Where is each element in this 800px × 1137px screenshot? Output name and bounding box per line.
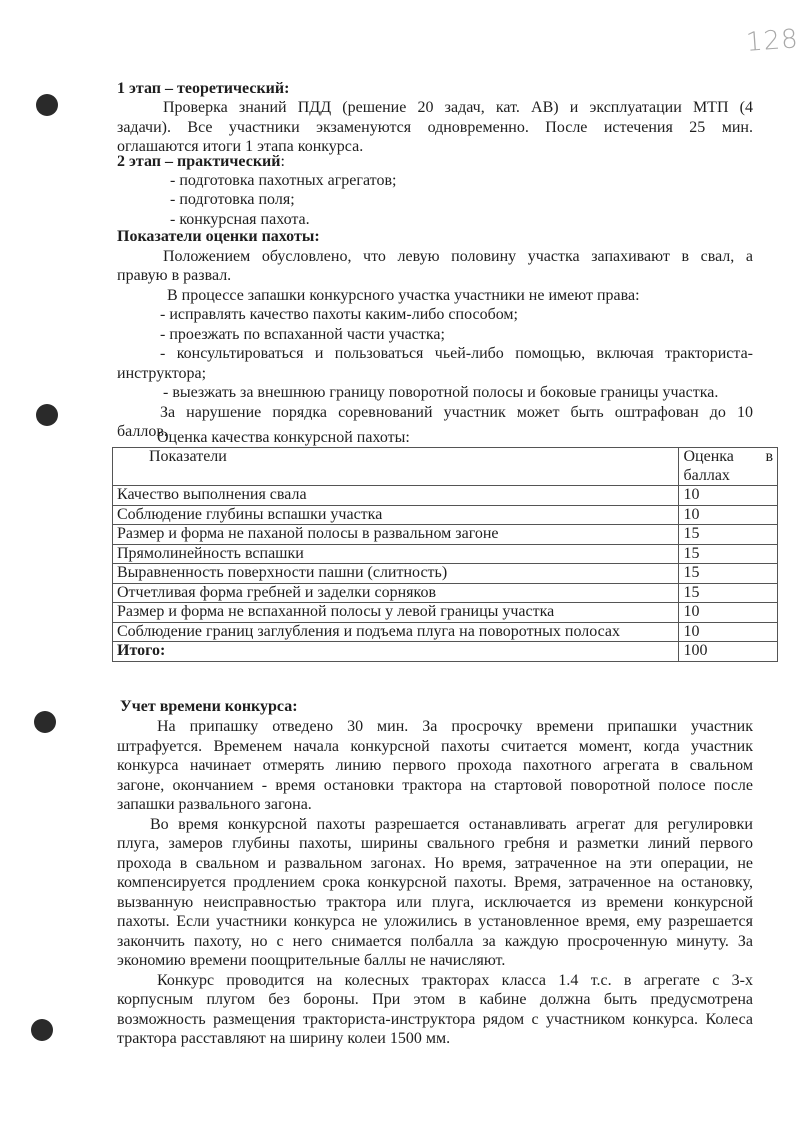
paragraph-line: трактора расставляют на ширину колеи 1500 мм. [117, 1030, 451, 1047]
paragraph-line: задачи). Все участники экзаменуются одновременно. После истечения 25 мин. [117, 119, 753, 136]
paragraph-line: Проверка знаний ПДД (решение 20 задач, кат. АВ) и эксплуатации МТП (4 [163, 99, 753, 116]
cell-score: 10 [679, 505, 778, 525]
table-row [113, 564, 778, 584]
table-row [113, 544, 778, 564]
cell-indicator: Соблюдение глубины вспашки участка [113, 505, 679, 525]
list-item: - выезжать за внешнюю границу поворотной полосы и боковые границы участка. [163, 384, 719, 401]
cell-score: 15 [679, 544, 778, 564]
section-heading-timing: Учет времени конкурса: [120, 698, 298, 715]
paragraph-line: конкурса начинает отмерять линию первого прохода пахотного агрегата в свальном [117, 757, 753, 774]
cell-score: 15 [679, 583, 778, 603]
section-heading-indicators: Показатели оценки пахоты: [117, 228, 320, 245]
list-item-continuation: инструктора; [117, 365, 207, 382]
table-row [113, 603, 778, 623]
cell-score: 10 [679, 486, 778, 506]
paragraph-line: запашки развального загона. [117, 796, 312, 813]
header-text: баллах [683, 466, 730, 484]
paragraph-line: штрафуется. Временем начала конкурсной пахоты считается момент, когда участник [117, 738, 753, 755]
cell-score: 10 [679, 603, 778, 623]
cell-indicator: Соблюдение границ заглубления и подъема плуга на поворотных полосах [113, 622, 679, 642]
table-row [113, 525, 778, 545]
table-row [113, 622, 778, 642]
paragraph-line: возможность размещения тракториста-инструктора рядом с участником конкурса. Колеса [117, 1011, 753, 1028]
header-text: Оценка [683, 448, 734, 465]
paragraph-line: корпусным плугом без бороны. При этом в кабине должна быть предусмотрена [117, 991, 753, 1008]
table-row [113, 505, 778, 525]
table-row [113, 583, 778, 603]
paragraph-line: оглашаются итоги 1 этапа конкурса. [117, 138, 364, 155]
cell-indicator: Выравненность поверхности пашни (слитность) [113, 564, 679, 584]
punch-hole [36, 404, 58, 426]
section-heading-stage2 [117, 152, 753, 172]
table-total-row [113, 642, 778, 662]
punch-hole [36, 94, 58, 116]
paragraph-line: закончить пахоту, но с него снимается полбалла за каждую просроченную минуту. За [117, 933, 753, 950]
paragraph-line: баллов. [117, 423, 168, 440]
column-header-score [679, 448, 778, 486]
paragraph-line: компенсируется продлением срока конкурсной пахоты. Время, затраченное на остановку, [117, 874, 753, 891]
paragraph-line: На припашку отведено 30 мин. За просрочку времени припашки участник [157, 718, 753, 735]
list-item: - конкурсная пахота. [170, 211, 310, 228]
list-item: - проезжать по вспаханной части участка; [160, 326, 445, 343]
paragraph-line: В процессе запашки конкурсного участка участники не имеют права: [167, 287, 640, 304]
paragraph-line: Положением обусловлено, что левую половину участка запахивают в свал, а [163, 248, 753, 265]
paragraph-line: пахоты. Если участники конкурса не уложились в установленное время, ему разрешается [117, 913, 753, 930]
cell-indicator: Размер и форма не вспаханной полосы у левой границы участка [113, 603, 679, 623]
header-text: в [765, 448, 773, 465]
punch-hole [34, 711, 56, 733]
list-item: - подготовка поля; [170, 191, 295, 208]
paragraph-line: прохода в свальном и развальном загонах. Но время, затраченное на эти операции, не [117, 855, 753, 872]
cell-indicator: Отчетливая форма гребней и заделки сорняков [113, 583, 679, 603]
paragraph-line: Конкурс проводится на колесных тракторах класса 1.4 т.с. в агрегате с 3-х [157, 972, 753, 989]
list-item: - подготовка пахотных агрегатов; [170, 172, 397, 189]
paragraph-line: правую в развал. [117, 267, 232, 284]
heading-colon: : [280, 153, 285, 170]
column-header-indicator: Показатели [113, 448, 679, 486]
table-caption: Оценка качества конкурсной пахоты: [157, 429, 410, 446]
handwritten-page-number: 128 [745, 24, 800, 58]
paragraph-line: вызванную неисправностью трактора или плуга, исключается из времени конкурсной [117, 894, 753, 911]
cell-score: 15 [679, 564, 778, 584]
section-heading-text: 2 этап – практический [117, 153, 281, 170]
paragraph-line: загоне, окончанием - время остановки трактора на стартовой поворотной полосе после [117, 777, 753, 794]
cell-total-score: 100 [679, 642, 778, 662]
paragraph-line: Во время конкурсной пахоты разрешается останавливать агрегат для регулировки [150, 816, 753, 833]
cell-score: 10 [679, 622, 778, 642]
score-table [112, 447, 778, 662]
cell-score: 15 [679, 525, 778, 545]
list-item: - консультироваться и пользоваться чьей-либо помощью, включая тракториста- [160, 345, 753, 362]
table-header-row [113, 448, 778, 486]
cell-indicator: Качество выполнения свала [113, 486, 679, 506]
paragraph-line: плуга, замеров глубины пахоты, ширины свального гребня и разметки линий первого [117, 835, 753, 852]
table-row [113, 486, 778, 506]
paragraph-line: За нарушение порядка соревнований участник может быть оштрафован до 10 [160, 404, 753, 421]
cell-indicator: Размер и форма не паханой полосы в развальном загоне [113, 525, 679, 545]
paragraph-line: экономию времени поощрительные баллы не начисляют. [117, 952, 506, 969]
section-heading-stage1: 1 этап – теоретический: [117, 80, 290, 97]
cell-total-label: Итого: [113, 642, 679, 662]
list-item: - исправлять качество пахоты каким-либо способом; [160, 306, 518, 323]
cell-indicator: Прямолинейность вспашки [113, 544, 679, 564]
punch-hole [31, 1019, 53, 1041]
